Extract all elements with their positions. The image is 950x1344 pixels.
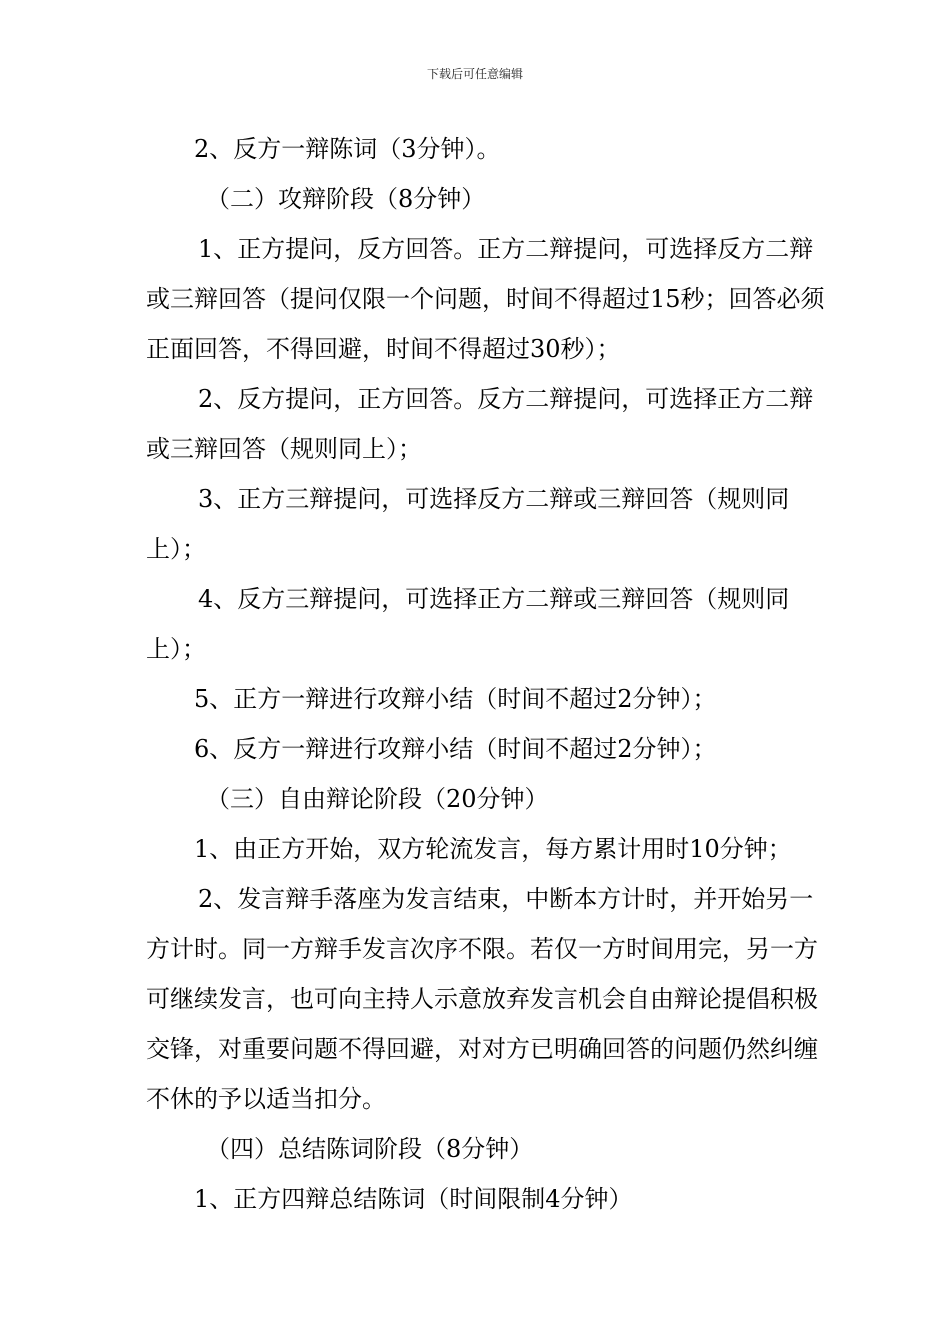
page-header: 下载后可任意编辑: [426, 67, 523, 81]
paragraph-7: 5、正方一辩进行攻辩小结（时间不超过2分钟）；: [194, 685, 717, 713]
paragraph-3: 1、正方提问，反方回答。正方二辩提问，可选择反方二辩或三辩回答（提问仅限一个问题，时间不得超过15秒；回答必须正面回答，不得回避，时间不得超过30秒）；: [146, 235, 825, 363]
paragraph-1: 2、反方一辩陈词（3分钟）。: [194, 135, 501, 163]
section-heading-4: （四）总结陈词阶段（8分钟）: [206, 1135, 534, 1163]
paragraph-8: 6、反方一辩进行攻辩小结（时间不超过2分钟）；: [194, 735, 717, 763]
paragraph-4: 2、反方提问，正方回答。反方二辩提问，可选择正方二辩或三辩回答（规则同上）；: [146, 385, 814, 463]
section-heading-2: （二）攻辩阶段（8分钟）: [206, 185, 486, 213]
section-heading-3: （三）自由辩论阶段（20分钟）: [206, 785, 549, 813]
paragraph-13: 1、正方四辩总结陈词（时间限制4分钟）: [194, 1185, 633, 1213]
document-body: [146, 124, 826, 1224]
paragraph-6: 4、反方三辩提问，可选择正方二辩或三辩回答（规则同上）；: [146, 585, 790, 663]
paragraph-11: 2、发言辩手落座为发言结束，中断本方计时，并开始另一方计时。同一方辩手发言次序不限。若仅一方时间用完，另一方可继续发言，也可向主持人示意放弃发言机会自由辩论提倡积极交锋，对重要问题不得回避，对对方已明确回答的问题仍然纠缠不休的予以适当扣分。: [146, 885, 818, 1113]
paragraph-10: 1、由正方开始，双方轮流发言，每方累计用时10分钟；: [194, 835, 792, 863]
paragraph-5: 3、正方三辩提问，可选择反方二辩或三辩回答（规则同上）；: [146, 485, 790, 563]
